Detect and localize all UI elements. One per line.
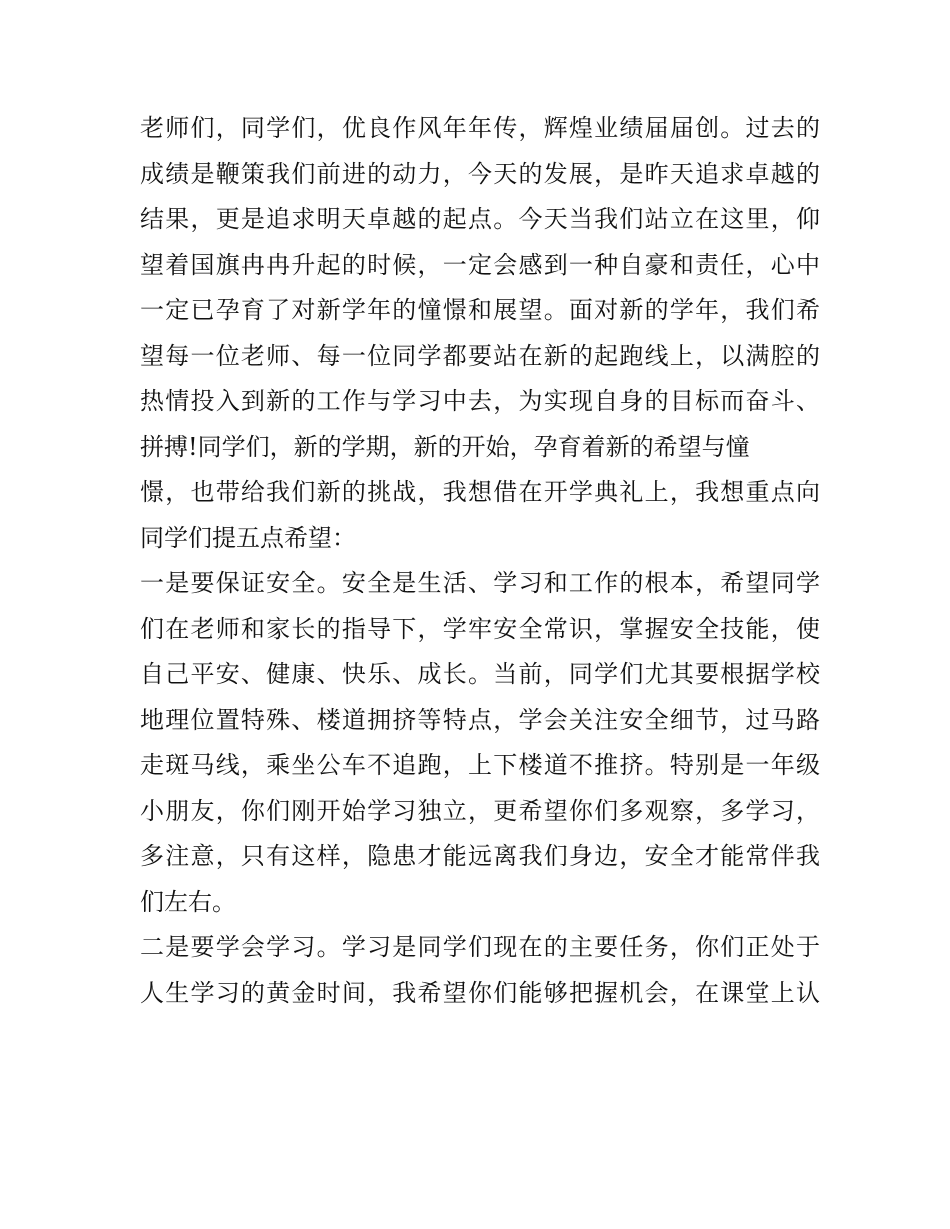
text-line: 走斑马线，乘坐公车不追跑，上下楼道不推挤。特别是一年级 — [140, 751, 820, 779]
text-line: 同学们提五点希望： — [140, 523, 356, 552]
text-line: 地理位置特殊、楼道拥挤等特点，学会关注安全细节，过马路 — [140, 705, 820, 734]
text-line: 结果，更是追求明天卓越的起点。今天当我们站立在这里，仰 — [140, 205, 820, 233]
text-line: 们在老师和家长的指导下，学牢安全常识，掌握安全技能，使 — [140, 614, 820, 643]
text-line: 憬，也带给我们新的挑战，我想借在开学典礼上，我想重点向 — [140, 478, 820, 506]
text-line: 成绩是鞭策我们前进的动力，今天的发展，是昨天追求卓越的 — [140, 159, 820, 188]
text-line: 二是要学会学习。学习是同学们现在的主要任务，你们正处于 — [140, 933, 820, 961]
text-line: 热情投入到新的工作与学习中去，为实现自身的目标而奋斗、 — [140, 387, 820, 415]
speech-text — [140, 106, 820, 1016]
text-line: 们左右。 — [140, 887, 236, 916]
text-line: 多注意，只有这样，隐患才能远离我们身边，安全才能常伴我 — [140, 842, 820, 870]
text-line: 自己平安、健康、快乐、成长。当前，同学们尤其要根据学校 — [140, 660, 820, 688]
text-line: 小朋友，你们刚开始学习独立，更希望你们多观察，多学习， — [140, 796, 820, 825]
text-line: 人生学习的黄金时间，我希望你们能够把握机会，在课堂上认 — [140, 978, 820, 1007]
text-line: 望着国旗冉冉升起的时候，一定会感到一种自豪和责任，心中 — [140, 250, 820, 279]
text-line: 一定已孕育了对新学年的憧憬和展望。面对新的学年，我们希 — [140, 296, 820, 324]
text-line: 一是要保证安全。安全是生活、学习和工作的根本，希望同学 — [140, 569, 820, 597]
text-line: 拼搏!同学们，新的学期，新的开始，孕育着新的希望与憧 — [140, 432, 750, 461]
text-line: 望每一位老师、每一位同学都要站在新的起跑线上，以满腔的 — [140, 341, 820, 370]
text-line: 老师们，同学们，优良作风年年传，辉煌业绩届届创。过去的 — [140, 114, 820, 142]
